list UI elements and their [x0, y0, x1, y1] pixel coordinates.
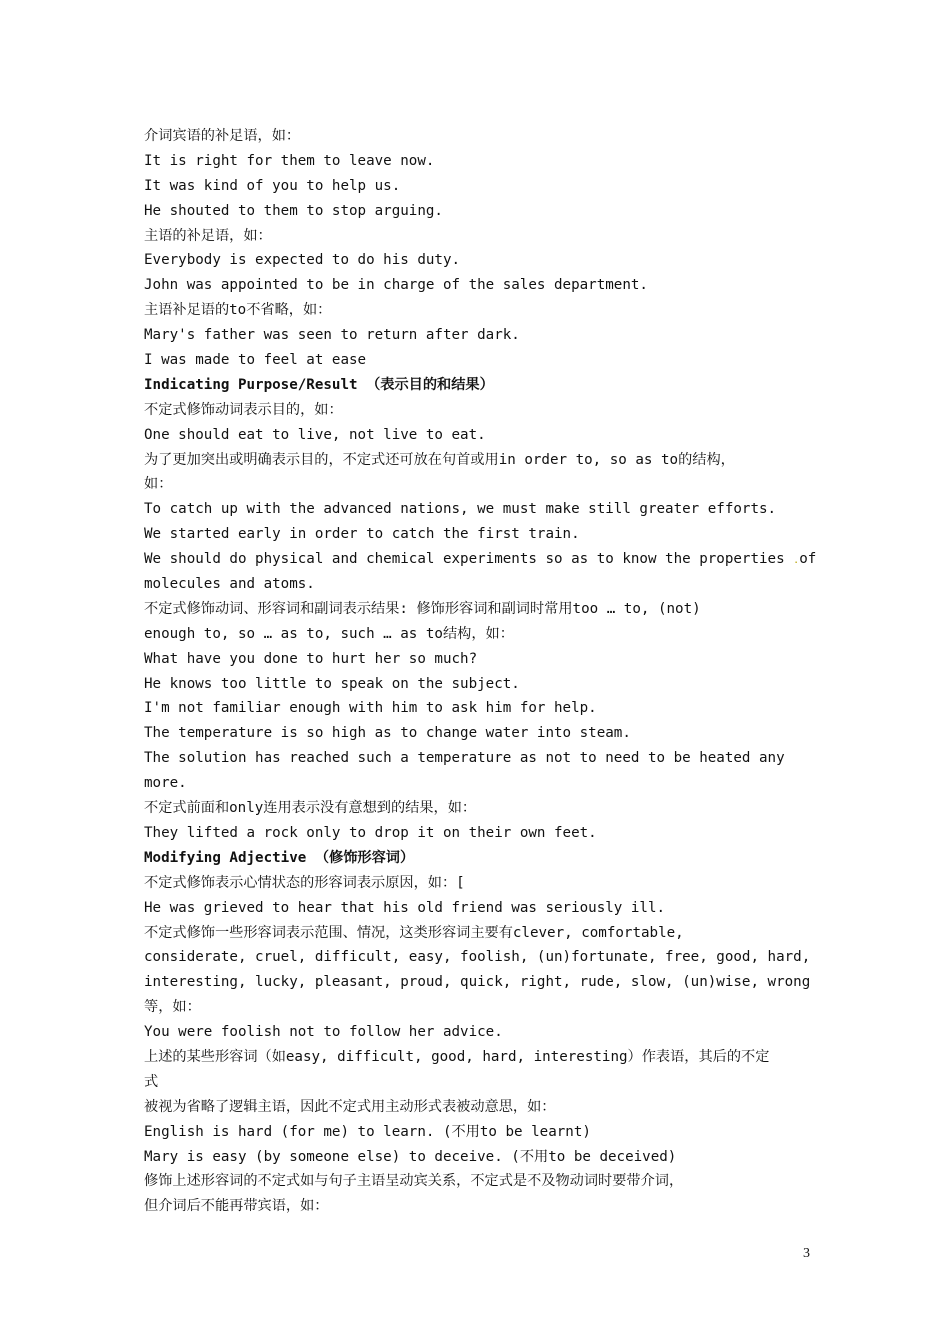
- text-line: 上述的某些形容词（如easy, difficult, good, hard, interesting）作表语，其后的不定: [144, 1048, 770, 1065]
- text-line: It was kind of you to help us.: [144, 177, 401, 194]
- text-line: The solution has reached such a temperature as not to need to be heated any: [144, 750, 785, 767]
- text-segment: of: [799, 551, 817, 568]
- text-line: Everybody is expected to do his duty.: [144, 252, 461, 269]
- text-line: 不定式前面和only连用表示没有意想到的结果，如：: [144, 800, 477, 817]
- text-line: It is right for them to leave now.: [144, 152, 435, 169]
- text-line: 不定式修饰表示心情状态的形容词表示原因，如：[: [144, 874, 465, 891]
- text-line: Mary is easy (by someone else) to deceive. (不用to be deceived): [144, 1148, 677, 1165]
- text-line: interesting, lucky, pleasant, proud, quick, right, rude, slow, (un)wise, wrong: [144, 974, 811, 991]
- text-line: 被视为省略了逻辑主语，因此不定式用主动形式表被动意思，如：: [144, 1098, 556, 1115]
- text-line: The temperature is so high as to change water into steam.: [144, 725, 631, 742]
- text-line: enough to, so … as to, such … as to结构，如：: [144, 625, 514, 642]
- text-line: One should eat to live, not live to eat.: [144, 426, 486, 443]
- text-line: He was grieved to hear that his old friend was seriously ill.: [144, 899, 666, 916]
- text-line: You were foolish not to follow her advice.: [144, 1024, 503, 1041]
- text-line: 修饰上述形容词的不定式如与句子主语呈动宾关系，不定式是不及物动词时要带介词，: [144, 1173, 684, 1190]
- text-line: I was made to feel at ease: [144, 352, 367, 369]
- text-line: 等，如：: [144, 999, 201, 1016]
- text-line: 式: [144, 1073, 159, 1090]
- text-line: I'm not familiar enough with him to ask him for help.: [144, 700, 597, 717]
- text-line: 如：: [144, 476, 173, 493]
- text-line: He knows too little to speak on the subject.: [144, 675, 520, 692]
- text-line: 不定式修饰动词、形容词和副词表示结果: 修饰形容词和副词时常用too … to, (not): [144, 600, 701, 617]
- text-line: He shouted to them to stop arguing.: [144, 202, 443, 219]
- text-line: [144, 547, 817, 572]
- page-number: 3: [803, 1246, 810, 1261]
- text-segment: We should do physical and chemical experiments so as to know the properties: [144, 551, 794, 568]
- text-line: 主语补足语的to不省略，如：: [144, 302, 332, 319]
- text-line: 介词宾语的补足语，如：: [144, 128, 301, 144]
- text-line: To catch up with the advanced nations, we must make still greater efforts.: [144, 501, 777, 518]
- document-body: [144, 124, 817, 1219]
- text-line: more.: [144, 775, 187, 792]
- text-line: 为了更加突出或明确表示目的，不定式还可放在句首或用in order to, so as to的结构，: [144, 451, 735, 468]
- text-line: considerate, cruel, difficult, easy, foolish, (un)fortunate, free, good, hard,: [144, 949, 811, 966]
- text-line: Mary's father was seen to return after dark.: [144, 327, 520, 344]
- stray-mark: .: [793, 555, 800, 567]
- text-line: John was appointed to be in charge of the sales department.: [144, 277, 648, 294]
- section-heading: Modifying Adjective （修饰形容词）: [144, 849, 415, 866]
- text-line: We started early in order to catch the first train.: [144, 526, 580, 543]
- text-line: What have you done to hurt her so much?: [144, 650, 478, 667]
- text-line: 但介词后不能再带宾语，如：: [144, 1198, 329, 1215]
- text-line: molecules and atoms.: [144, 576, 315, 593]
- text-line: English is hard (for me) to learn. (不用to be learnt): [144, 1123, 591, 1140]
- text-line: 不定式修饰动词表示目的，如：: [144, 401, 343, 418]
- section-heading: Indicating Purpose/Result （表示目的和结果）: [144, 376, 494, 393]
- text-line: 不定式修饰一些形容词表示范围、情况，这类形容词主要有clever, comfortable,: [144, 924, 684, 941]
- text-line: They lifted a rock only to drop it on their own feet.: [144, 824, 597, 841]
- text-line: 主语的补足语，如：: [144, 227, 272, 244]
